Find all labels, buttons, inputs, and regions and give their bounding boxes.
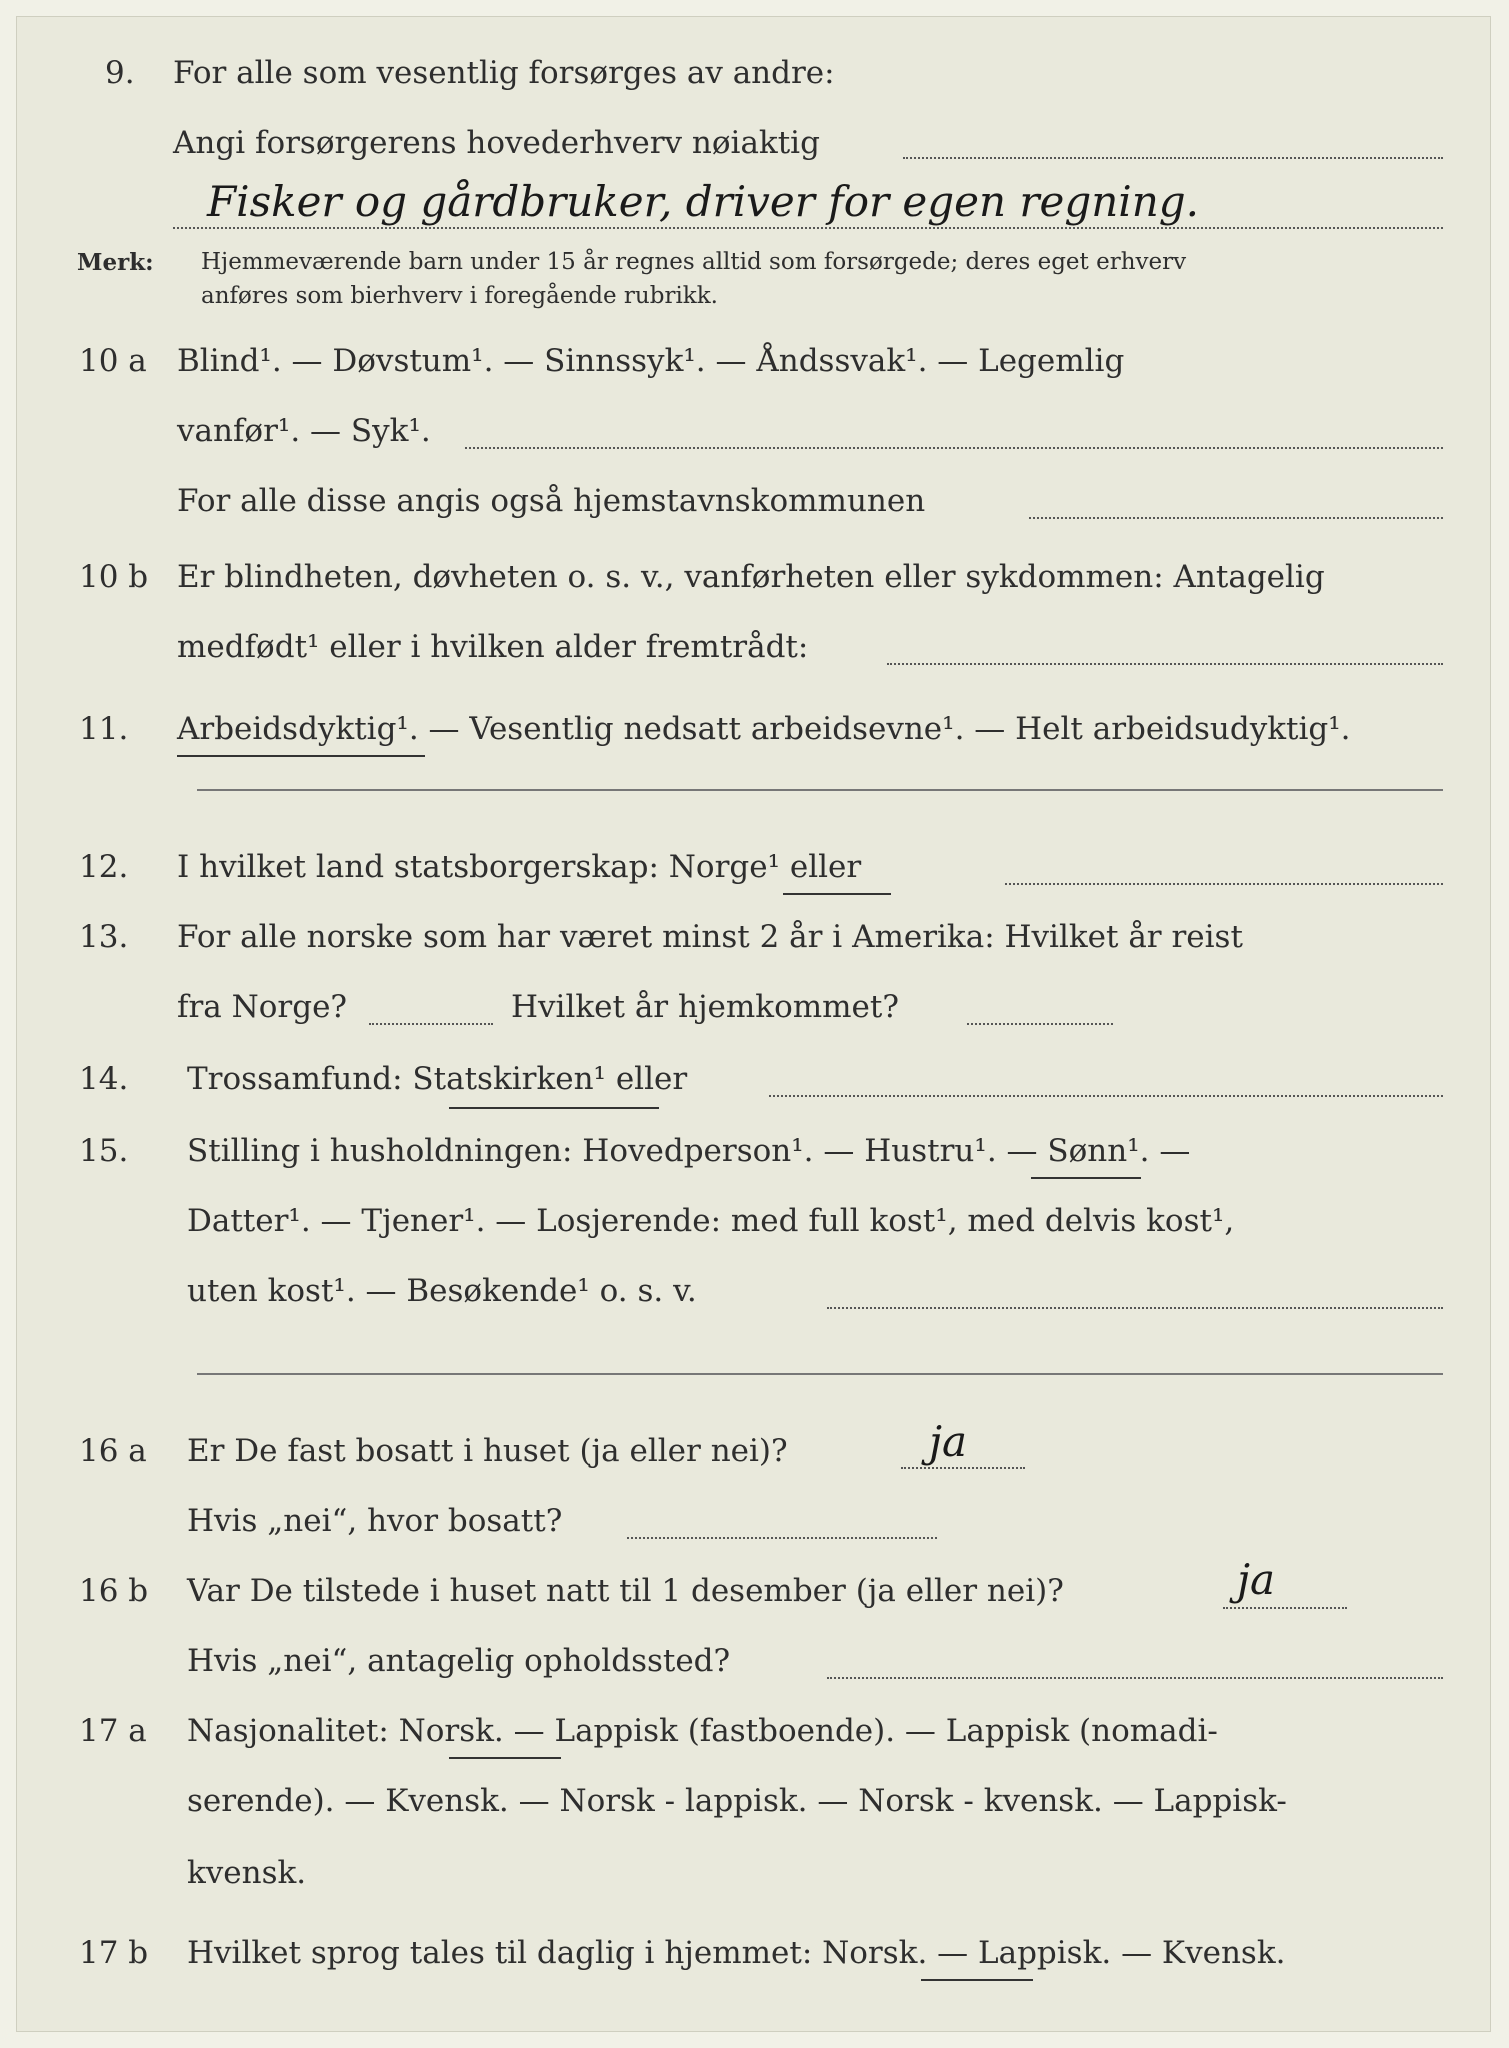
q12-number: 12. — [79, 849, 129, 885]
q9-line2: Angi forsørgerens hovederhverv nøiaktig — [173, 125, 820, 161]
q12-fill-line — [1005, 883, 1443, 885]
merk-label: Merk: — [77, 249, 154, 276]
q17b-number: 17 b — [79, 1935, 149, 1971]
q13-line2b: Hvilket år hjemkommet? — [511, 989, 899, 1025]
q11-underline-arbeidsdyktig — [177, 755, 425, 757]
q12-line1: I hvilket land statsborgerskap: Norge¹ eller — [177, 849, 862, 885]
q16a-handwritten-answer: ja — [929, 1417, 968, 1466]
q17a-line2: serende). — Kvensk. — Norsk - lappisk. — Norsk - kvensk. — Lappisk- — [187, 1783, 1287, 1819]
q12-underline-norge — [783, 893, 891, 895]
q17a-underline-norsk — [449, 1757, 561, 1759]
q16a-line2: Hvis „nei“, hvor bosatt? — [187, 1503, 563, 1539]
q10a-line1: Blind¹. — Døvstum¹. — Sinnssyk¹. — Åndssvak¹. — Legemlig — [177, 343, 1125, 379]
q17a-number: 17 a — [79, 1713, 147, 1749]
q13-left-fill-line — [369, 1023, 493, 1025]
q13-right-fill-line — [967, 1023, 1113, 1025]
q15-line2: Datter¹. — Tjener¹. — Losjerende: med full kost¹, med delvis kost¹, — [187, 1203, 1235, 1239]
q10b-line1: Er blindheten, døvheten o. s. v., vanførheten eller sykdommen: Antagelig — [177, 559, 1325, 595]
q16b-number: 16 b — [79, 1573, 149, 1609]
q10a-line2: vanfør¹. — Syk¹. — [177, 413, 431, 449]
q16b-where-line — [827, 1677, 1443, 1679]
q16a-where-line — [627, 1537, 937, 1539]
q9-number: 9. — [105, 55, 135, 91]
q10a-number: 10 a — [79, 343, 147, 379]
q16a-line1: Er De fast bosatt i huset (ja eller nei)? — [187, 1433, 788, 1469]
q11-answer-line — [197, 789, 1443, 791]
q16b-line2: Hvis „nei“, antagelig opholdssted? — [187, 1643, 731, 1679]
q10b-line2: medfødt¹ eller i hvilken alder fremtrådt: — [177, 629, 809, 665]
q16a-number: 16 a — [79, 1433, 147, 1469]
q14-number: 14. — [79, 1061, 129, 1097]
q15-number: 15. — [79, 1133, 129, 1169]
q9-fill-line — [903, 157, 1443, 159]
q11-number: 11. — [79, 711, 129, 747]
q10b-fill-line — [887, 663, 1443, 665]
q17b-underline-norsk — [921, 1979, 1033, 1981]
q15-line1: Stilling i husholdningen: Hovedperson¹. — Hustru¹. — Sønn¹. — — [187, 1133, 1191, 1169]
q15-underline-hustru — [1031, 1177, 1141, 1179]
q10a-line3: For alle disse angis også hjemstavnskommunen — [177, 483, 926, 519]
q9-handwritten-answer: Fisker og gårdbruker, driver for egen regning. — [207, 177, 1200, 226]
q16b-fill-line — [1223, 1607, 1347, 1609]
q13-line2a: fra Norge? — [177, 989, 348, 1025]
q14-underline-statskirken — [449, 1107, 659, 1109]
q16a-fill-line — [901, 1467, 1025, 1469]
q13-line1: For alle norske som har været minst 2 år i Amerika: Hvilket år reist — [177, 919, 1243, 955]
q17a-line1: Nasjonalitet: Norsk. — Lappisk (fastboende). — Lappisk (nomadi- — [187, 1713, 1218, 1749]
q10b-number: 10 b — [79, 559, 149, 595]
q15-fill-line — [827, 1307, 1443, 1309]
q11-line1: Arbeidsdyktig¹. — Vesentlig nedsatt arbeidsevne¹. — Helt arbeidsudyktig¹. — [177, 711, 1351, 747]
q16b-handwritten-answer: ja — [1237, 1555, 1276, 1604]
q15-line3: uten kost¹. — Besøkende¹ o. s. v. — [187, 1273, 697, 1309]
merk-line1: Hjemmeværende barn under 15 år regnes alltid som forsørgede; deres eget erhverv — [201, 249, 1187, 275]
merk-line2: anføres som bierhverv i foregående rubrikk. — [201, 283, 718, 309]
q17a-line3: kvensk. — [187, 1855, 307, 1891]
q14-fill-line — [769, 1095, 1443, 1097]
q9-answer-line — [173, 227, 1443, 229]
census-form-page — [16, 16, 1491, 2032]
q15-answer-line — [197, 1373, 1443, 1375]
q14-line1: Trossamfund: Statskirken¹ eller — [187, 1061, 688, 1097]
q16b-line1: Var De tilstede i huset natt til 1 desember (ja eller nei)? — [187, 1573, 1064, 1609]
q13-number: 13. — [79, 919, 129, 955]
q10a-fill-line — [465, 447, 1443, 449]
q10a-hometown-line — [1029, 517, 1443, 519]
q17b-line1: Hvilket sprog tales til daglig i hjemmet: Norsk. — Lappisk. — Kvensk. — [187, 1935, 1286, 1971]
q9-line1: For alle som vesentlig forsørges av andre: — [173, 55, 835, 91]
